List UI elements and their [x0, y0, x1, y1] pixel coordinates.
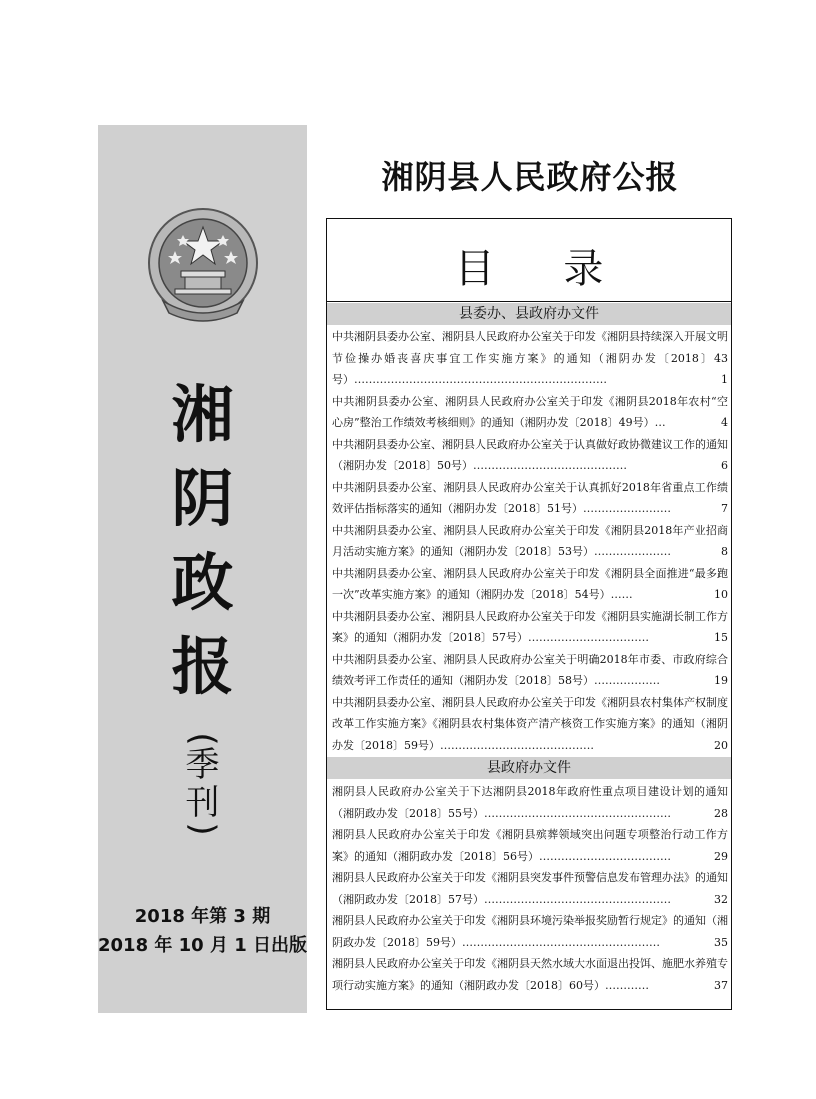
toc-entry-text: 中共湘阴县委办公室、湘阴县人民政府办公室关于印发《湘阴县2018年产业招商月活动实施方案》的通知（湘阴办发〔2018〕53号）…………………: [332, 523, 728, 558]
toc-entry[interactable]: [332, 910, 728, 953]
toc-entry-page: 37: [714, 978, 728, 992]
bulletin-title: 湘阴县人民政府公报: [381, 158, 679, 196]
toc-entry[interactable]: [332, 781, 728, 824]
toc-entry[interactable]: [332, 477, 728, 520]
toc-entry-text: 中共湘阴县委办公室、湘阴县人民政府办公室关于印发《湘阴县实施湖长制工作方案》的通知（湘阴办发〔2018〕57号）……………………………: [332, 609, 728, 644]
toc-entry-text: 中共湘阴县委办公室、湘阴县人民政府办公室关于明确2018年市委、市政府综合绩效考评工作责任的通知（湘阴办发〔2018〕58号）………………: [332, 652, 728, 687]
toc-entry[interactable]: [332, 692, 728, 757]
toc-entry-text: 中共湘阴县委办公室、湘阴县人民政府办公室关于印发《湘阴县2018年农村“空心房”整治工作绩效考核细则》的通知（湘阴办发〔2018〕49号）…: [332, 394, 728, 429]
toc-entry-page: 20: [714, 738, 728, 752]
publication-date: 2018 年 10 月 1 日出版: [98, 935, 308, 956]
issue-number: 2018 年第 3 期: [134, 906, 271, 927]
toc-entry[interactable]: [332, 520, 728, 563]
section-entries: [332, 781, 728, 996]
toc-entry-page: 28: [714, 806, 728, 820]
quarterly-char-1: 季: [185, 745, 220, 785]
toc-entry-page: 29: [714, 849, 728, 863]
toc-entry-text: 中共湘阴县委办公室、湘阴县人民政府办公室关于印发《湘阴县农村集体产权制度改革工作实施方案》《湘阴县农村集体资产清产核资工作实施方案》的通知（湘阴办发〔2018〕59号）……………………………………: [332, 695, 728, 752]
quarterly-paren-open: (: [182, 732, 223, 746]
toc-entry[interactable]: [332, 434, 728, 477]
toc-entry[interactable]: [332, 824, 728, 867]
toc-entry-page: 35: [714, 935, 728, 949]
toc-entry-page: 6: [721, 459, 728, 472]
vertical-title-char-3: 政: [171, 546, 234, 619]
toc-heading: 目 录: [454, 246, 632, 292]
toc-entry[interactable]: [332, 867, 728, 910]
toc-entry[interactable]: [332, 563, 728, 606]
section-title: 县委办、县政府办文件: [327, 303, 731, 325]
toc-entry-page: 7: [721, 502, 728, 515]
toc-entry-text: 中共湘阴县委办公室、湘阴县人民政府办公室关于印发《湘阴县持续深入开展文明节俭操办婚丧喜庆事宜工作实施方案》的通知（湘阴办发〔2018〕43号）……………………………………………………………: [332, 330, 728, 386]
toc-entry-page: 8: [721, 545, 728, 558]
toc-entry-page: 15: [714, 631, 728, 644]
vertical-title-char-4: 报: [171, 630, 234, 703]
toc-entry-text: 湘阴县人民政府办公室关于下达湘阴县2018年政府性重点项目建设计划的通知（湘阴政办发〔2018〕55号）……………………………………………: [332, 785, 728, 820]
national-emblem-icon: [145, 205, 261, 329]
vertical-title-char-2: 阴: [171, 462, 234, 535]
toc-entry-text: 湘阴县人民政府办公室关于印发《湘阴县突发事件预警信息发布管理办法》的通知（湘阴政办发〔2018〕57号）……………………………………………: [332, 871, 728, 906]
toc-entry-text: 中共湘阴县委办公室、湘阴县人民政府办公室关于认真做好政协微建议工作的通知（湘阴办发〔2018〕50号）……………………………………: [332, 437, 728, 472]
toc-entry-page: 10: [714, 588, 728, 601]
toc-entry-page: 1: [721, 373, 728, 386]
toc-entry-text: 中共湘阴县委办公室、湘阴县人民政府办公室关于认真抓好2018年省重点工作绩效评估指标落实的通知（湘阴办发〔2018〕51号）……………………: [332, 480, 728, 515]
toc-entry-text: 湘阴县人民政府办公室关于印发《湘阴县环境污染举报奖励暂行规定》的通知（湘阴政办发〔2018〕59号）………………………………………………: [332, 914, 728, 949]
toc-entry-page: 19: [714, 674, 728, 687]
toc-entry[interactable]: [332, 391, 728, 434]
section-title: 县政府办文件: [327, 757, 731, 779]
toc-divider: [327, 301, 731, 302]
toc-entry[interactable]: [332, 606, 728, 649]
vertical-title-char-1: 湘: [171, 378, 234, 451]
toc-entry-text: 中共湘阴县委办公室、湘阴县人民政府办公室关于印发《湘阴县全面推进“最多跑一次”改革实施方案》的通知（湘阴办发〔2018〕54号）……: [332, 566, 728, 601]
toc-entry[interactable]: [332, 326, 728, 391]
toc-entry[interactable]: [332, 953, 728, 996]
toc-entry-text: 湘阴县人民政府办公室关于印发《湘阴县天然水域大水面退出投饵、施肥水养殖专项行动实施方案》的通知（湘阴政办发〔2018〕60号）…………: [332, 957, 728, 992]
toc-entry-page: 4: [721, 416, 728, 429]
toc-entry-page: 32: [714, 892, 728, 906]
toc-entry[interactable]: [332, 649, 728, 692]
section-entries: [332, 326, 728, 756]
quarterly-paren-close: ): [182, 822, 223, 836]
table-of-contents: [326, 218, 732, 1010]
quarterly-char-2: 刊: [185, 783, 220, 823]
toc-entry-text: 湘阴县人民政府办公室关于印发《湘阴县殡葬领域突出问题专项整治行动工作方案》的通知（湘阴政办发〔2018〕56号）………………………………: [332, 828, 728, 863]
